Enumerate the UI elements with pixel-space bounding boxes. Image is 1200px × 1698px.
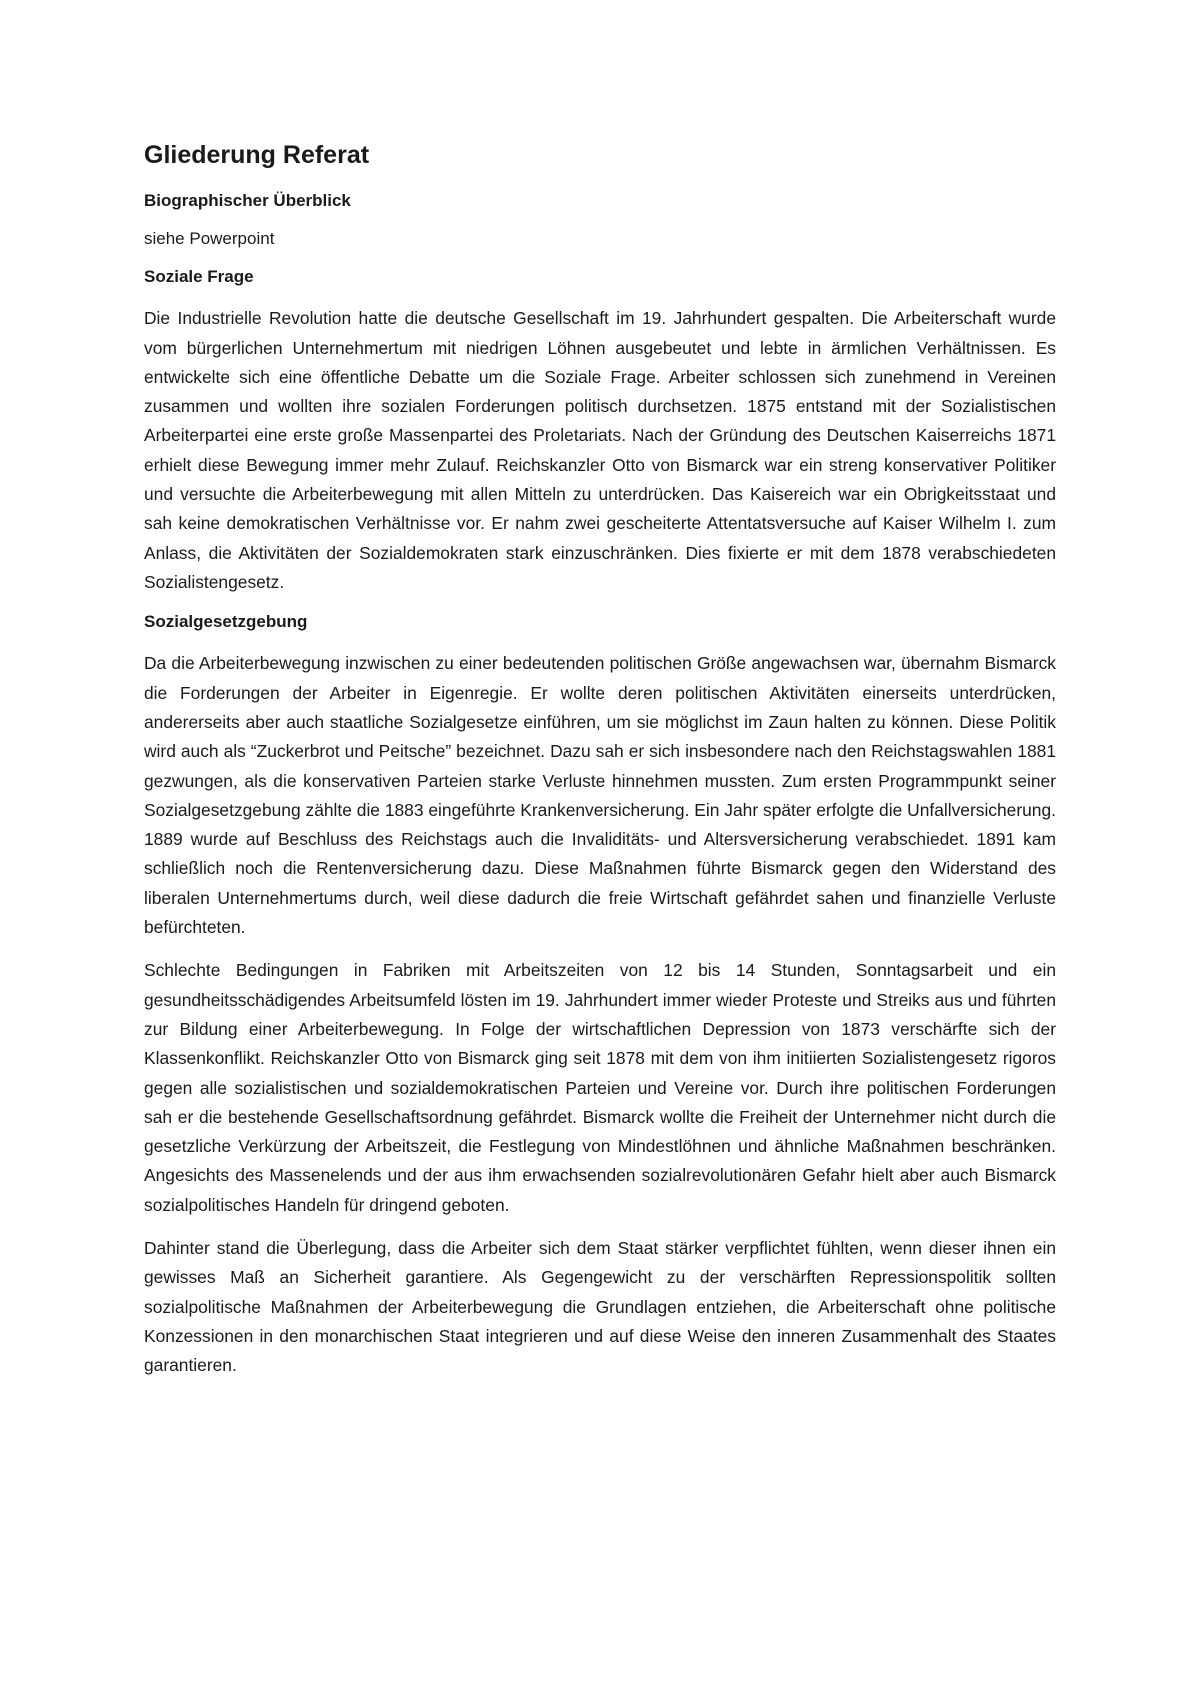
section-heading-biography: Biographischer Überblick <box>144 191 351 210</box>
paragraph-soziale-frage: Die Industrielle Revolution hatte die deutsche Gesellschaft im 19. Jahrhundert gespalten. Die Arbeiterschaft wurde vom bürgerlichen Unternehmertum mit niedrigen Löhnen ausgebeutet und lebte in ärmlichen Verhältnissen. Es entwickelte sich eine öffentliche Debatte um die Soziale Frage. Arbeiter schlossen sich zunehmend in Vereinen zusammen und wollten ihre sozialen Forderungen politisch durchsetzen. 1875 entstand mit der Sozialistischen Arbeiterpartei eine erste große Massenpartei des Proletariats. Nach der Gründung des Deutschen Kaiserreichs 1871 erhielt diese Bewegung immer mehr Zulauf. Reichskanzler Otto von Bismarck war ein streng konservativer Politiker und versuchte die Arbeiterbewegung mit allen Mitteln zu unterdrücken. Das Kaisereich war ein Obrigkeitsstaat und sah keine demokratischen Verhältnisse vor. Er nahm zwei gescheiterte Attentatsversuche auf Kaiser Wilhelm I. zum Anlass, die Aktivitäten der Sozialdemokraten stark einzuschränken. Dies fixierte er mit dem 1878 verabschiedeten Sozialistengesetz. <box>144 308 1056 592</box>
paragraph-sozialgesetzgebung-3: Dahinter stand die Überlegung, dass die Arbeiter sich dem Staat stärker verpflichtet fühlten, wenn dieser ihnen ein gewisses Maß an Sicherheit garantiere. Als Gegengewicht zu der verschärften Repressionspolitik sollten sozialpolitische Maßnahmen der Arbeiterbewegung die Grundlagen entziehen, die Arbeiterschaft ohne politische Konzessionen in den monarchischen Staat integrieren und auf diese Weise den inneren Zusammenhalt des Staates garantieren. <box>144 1237 1056 1376</box>
section-heading-soziale-frage: Soziale Frage <box>144 267 254 287</box>
paragraph-sozialgesetzgebung-1: Da die Arbeiterbewegung inzwischen zu einer bedeutenden politischen Größe angewachsen war, übernahm Bismarck die Forderungen der Arbeiter in Eigenregie. Er wollte deren politischen Aktivitäten einerseits unterdrücken, andererseits aber auch staatliche Sozialgesetze einführen, um sie möglichst im Zaun halten zu können. Diese Politik wird auch als “Zuckerbrot und Peitsche” bezeichnet. Dazu sah er sich insbesondere nach den Reichstagswahlen 1881 gezwungen, als die konservativen Parteien starke Verluste hinnehmen mussten. Zum ersten Programmpunkt seiner Sozialgesetzgebung zählte die 1883 eingeführte Krankenversicherung. Ein Jahr später erfolgte die Unfallversicherung. 1889 wurde auf Beschluss des Reichstags auch die Invaliditäts- und Altersversicherung verabschiedet. 1891 kam schließlich noch die Rentenversicherung dazu. Diese Maßnahmen führte Bismarck gegen den Widerstand des liberalen Unternehmertums durch, weil diese dadurch die freie Wirtschaft gefährdet sahen und finanzielle Verluste befürchteten. <box>144 653 1056 938</box>
paragraph-sozialgesetzgebung-2: Schlechte Bedingungen in Fabriken mit Arbeitszeiten von 12 bis 14 Stunden, Sonntagsarbeit und ein gesundheitsschädigendes Arbeitsumfeld lösten im 19. Jahrhundert immer wieder Proteste und Streiks aus und führten zur Bildung einer Arbeiterbewegung. In Folge der wirtschaftlichen Depression von 1873 verschärfte sich der Klassenkonflikt. Reichskanzler Otto von Bismarck ging seit 1878 mit dem von ihm initiierten Sozialistengesetz rigoros gegen alle sozialistischen und sozialdemokratischen Parteien und Vereine vor. Durch ihre politischen Forderungen sah er die bestehende Gesellschaftsordnung gefährdet. Bismarck wollte die Freiheit der Unternehmer nicht durch die gesetzliche Verkürzung der Arbeitszeit, die Festlegung von Mindestlöhnen und ähnliche Maßnahmen beschränken. Angesichts des Massenelends und der aus ihm erwachsenden sozialrevolutionären Gefahr hielt aber auch Bismarck sozialpolitisches Handeln für dringend geboten. <box>144 960 1056 1215</box>
document-title: Gliederung Referat <box>144 141 370 169</box>
biography-note: siehe Powerpoint <box>144 229 275 249</box>
document-page <box>144 140 1056 1394</box>
section-heading-sozialgesetzgebung: Sozialgesetzgebung <box>144 612 308 632</box>
